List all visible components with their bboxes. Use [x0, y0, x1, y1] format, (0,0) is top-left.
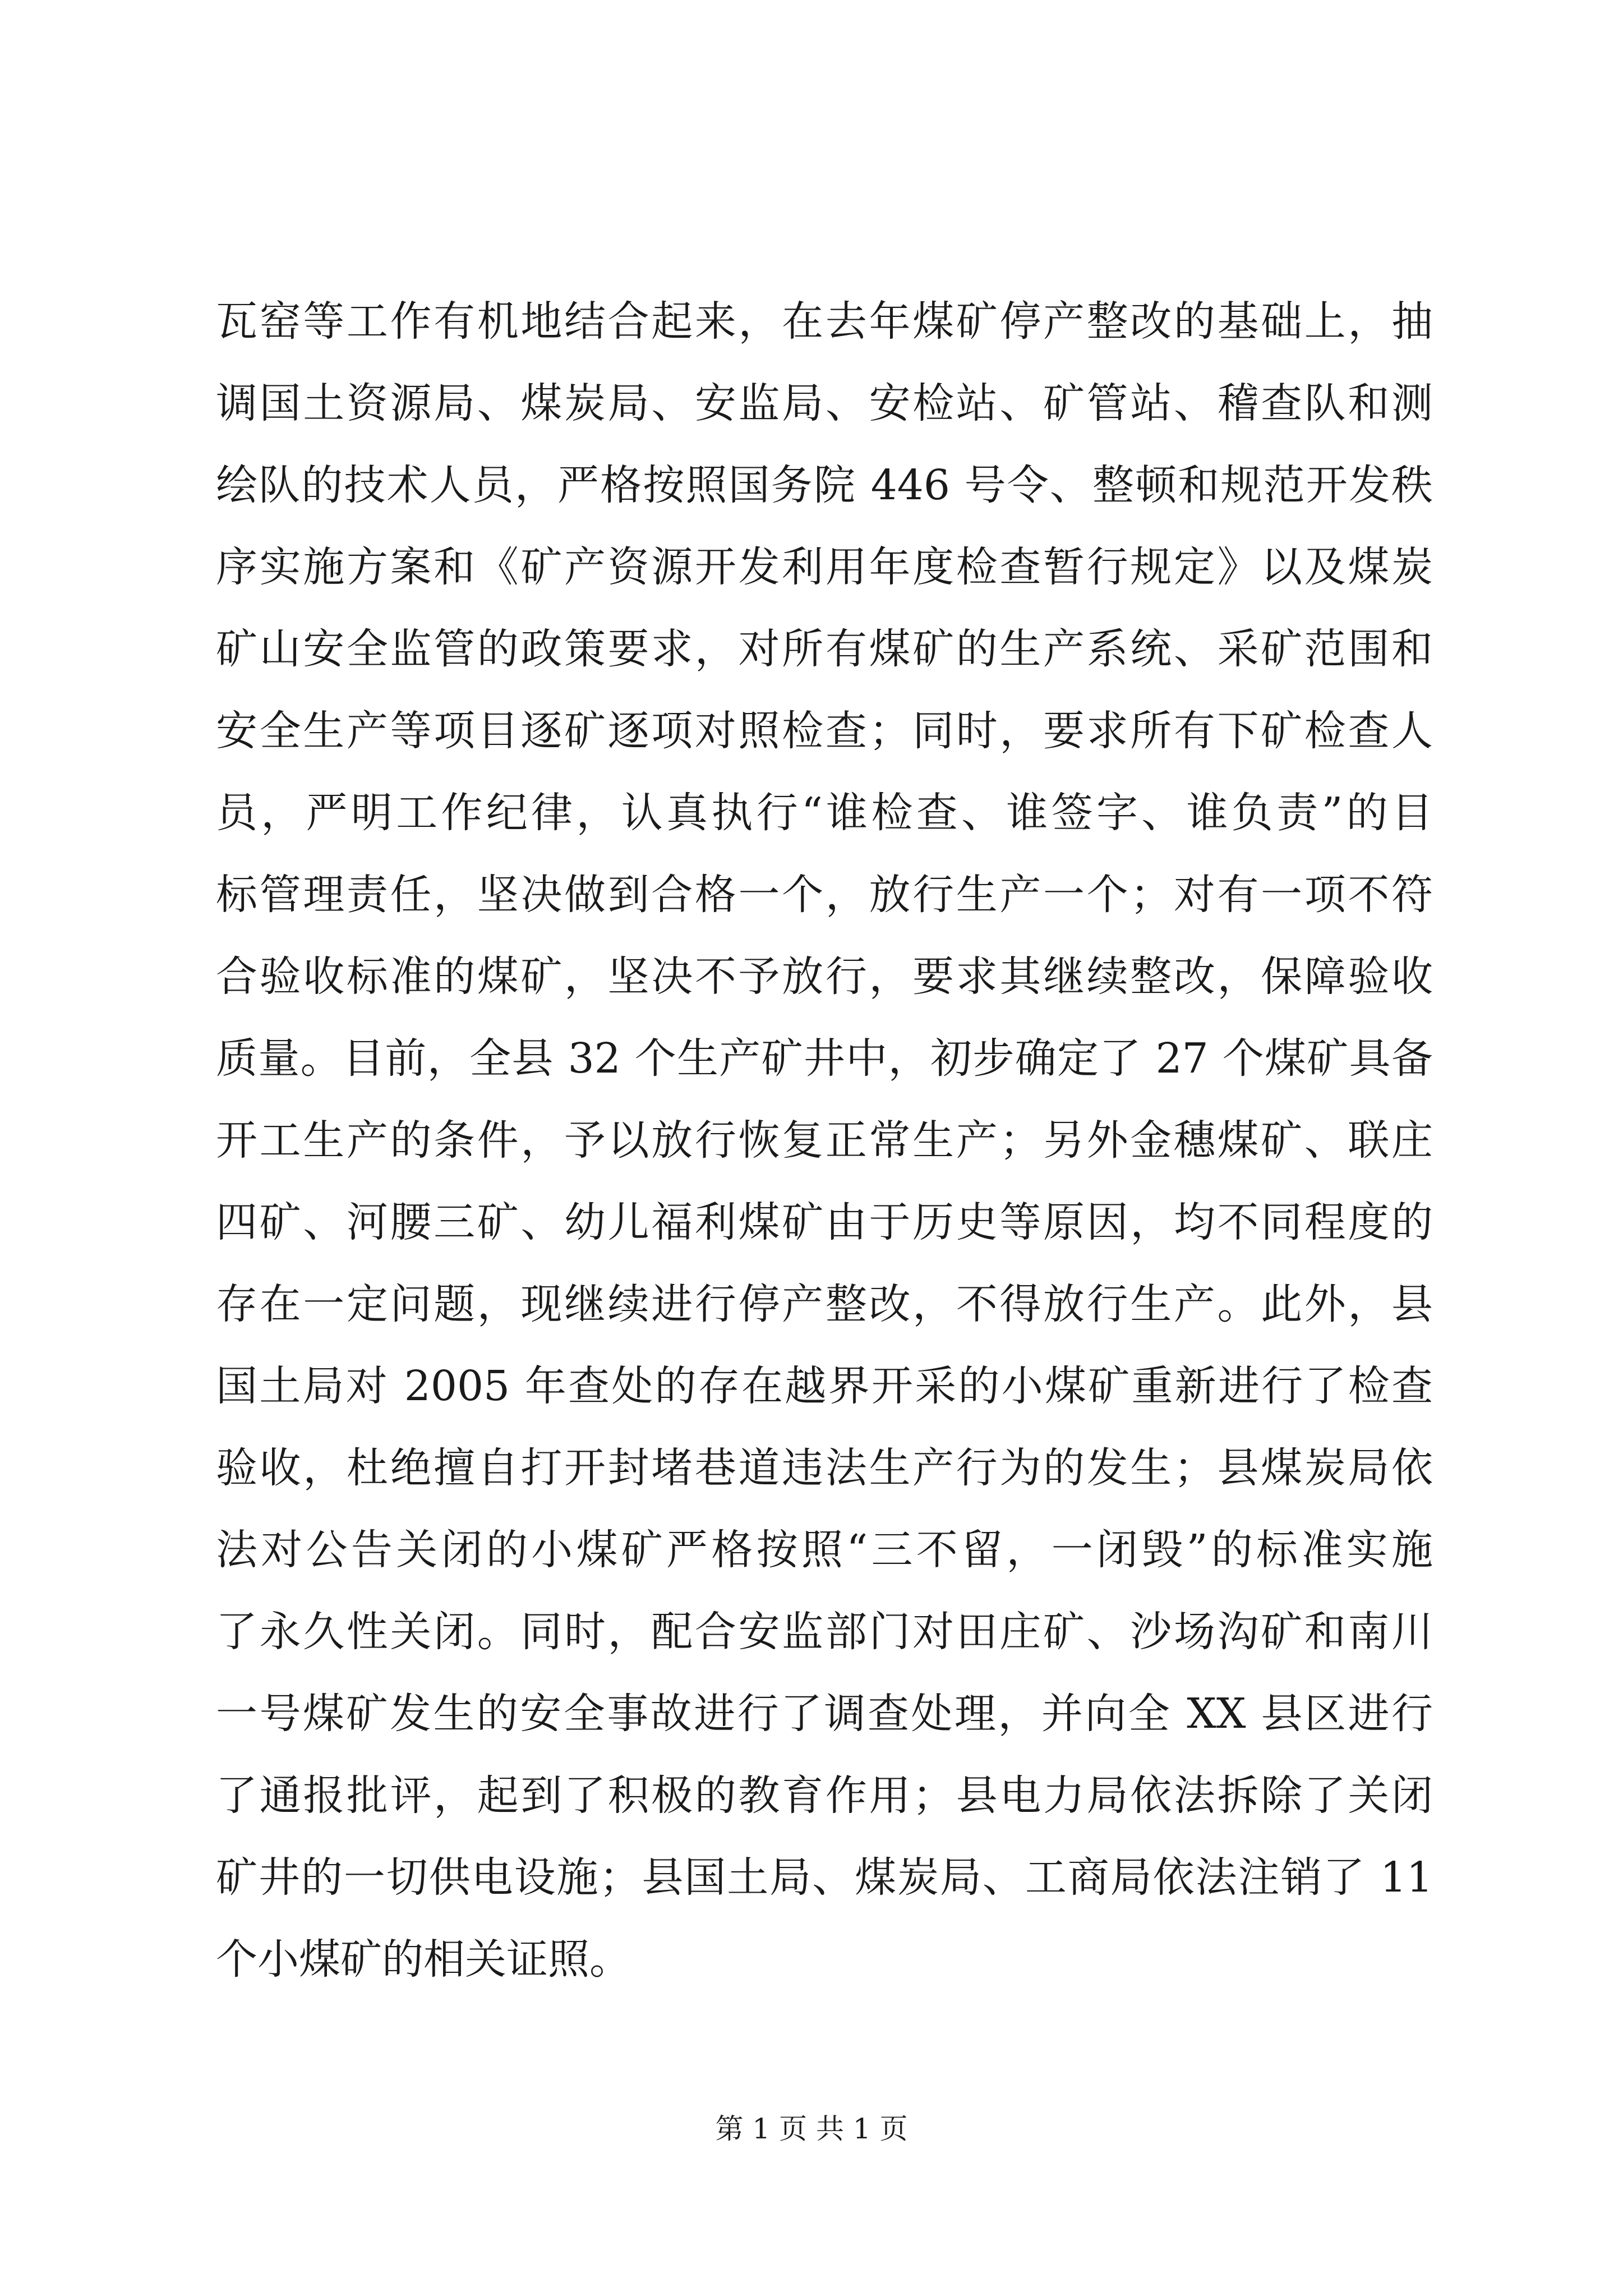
body-paragraph [216, 280, 1433, 2000]
text-line: 开工生产的条件，予以放行恢复正常生产；另外金穗煤矿、联庄 [216, 1116, 1433, 1165]
text-line: 员，严明工作纪律，认真执行“谁检查、谁签字、谁负责”的目 [216, 789, 1433, 837]
text-line: 绘队的技术人员，严格按照国务院 446 号令、整顿和规范开发秩 [216, 461, 1433, 509]
text-line: 瓦窑等工作有机地结合起来，在去年煤矿停产整改的基础上，抽 [216, 297, 1433, 346]
text-line: 验收，杜绝擅自打开封堵巷道违法生产行为的发生；县煤炭局依 [216, 1444, 1433, 1492]
text-line: 了永久性关闭。同时，配合安监部门对田庄矿、沙场沟矿和南川 [216, 1608, 1433, 1656]
text-line: 质量。目前，全县 32 个生产矿井中，初步确定了 27 个煤矿具备 [216, 1034, 1433, 1083]
text-line: 安全生产等项目逐矿逐项对照检查；同时，要求所有下矿检查人 [216, 707, 1433, 755]
text-line: 法对公告关闭的小煤矿严格按照“三不留，一闭毁”的标准实施 [216, 1526, 1433, 1574]
text-line: 调国土资源局、煤炭局、安监局、安检站、矿管站、稽查队和测 [216, 379, 1433, 427]
text-line: 序实施方案和《矿产资源开发利用年度检查暂行规定》以及煤炭 [216, 543, 1433, 591]
text-line: 了通报批评，起到了积极的教育作用；县电力局依法拆除了关闭 [216, 1772, 1433, 1820]
text-line: 合验收标准的煤矿，坚决不予放行，要求其继续整改，保障验收 [216, 953, 1433, 1001]
text-line: 个小煤矿的相关证照。 [216, 1935, 631, 1984]
text-line: 矿井的一切供电设施；县国土局、煤炭局、工商局依法注销了 11 [216, 1853, 1433, 1902]
text-line: 一号煤矿发生的安全事故进行了调查处理，并向全 XX 县区进行 [216, 1690, 1433, 1738]
text-line: 标管理责任，坚决做到合格一个，放行生产一个；对有一项不符 [216, 871, 1433, 919]
page-number-footer: 第 1 页 共 1 页 [715, 2113, 908, 2145]
text-line: 矿山安全监管的政策要求，对所有煤矿的生产系统、采矿范围和 [216, 625, 1433, 673]
text-line: 国土局对 2005 年查处的存在越界开采的小煤矿重新进行了检查 [216, 1362, 1433, 1410]
text-line: 存在一定问题，现继续进行停产整改，不得放行生产。此外，县 [216, 1280, 1433, 1328]
text-line: 四矿、河腰三矿、幼儿福利煤矿由于历史等原因，均不同程度的 [216, 1198, 1433, 1246]
